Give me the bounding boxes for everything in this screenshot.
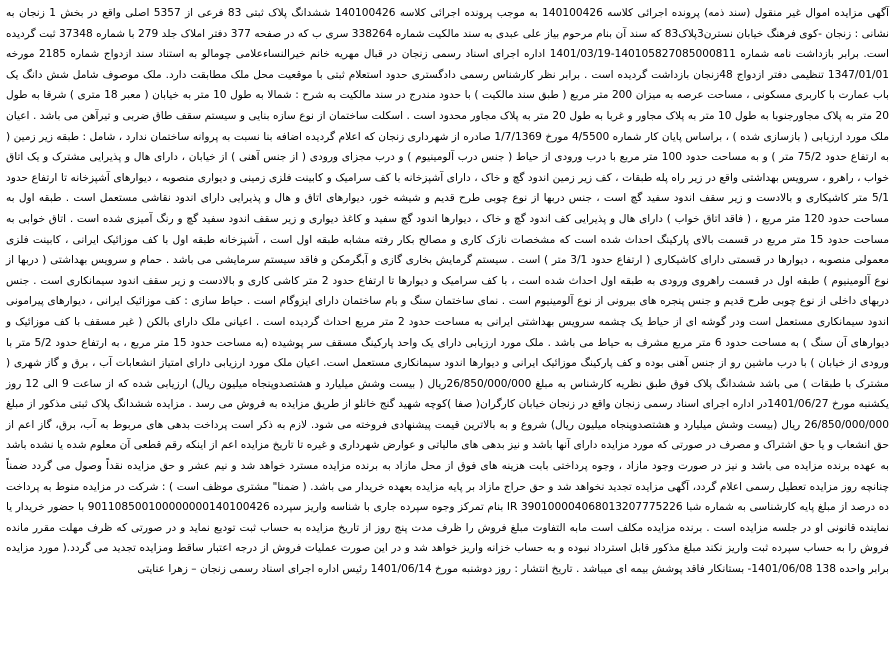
auction-notice-text: آگهی مزایده اموال غیر منقول (سند ذمه) پرونده اجرائی کلاسه 140100426 به موجب پرونده اجرائی کلاسه 140100426 ششدانگ پلاک ثبتی 83 فرعی از 5357 اصلی واقع در بخش 1 زنجان به نشانی : زنجان -کوی فرهنگ خیابان نسترن3پلاک83 که سند آن بنام مرحوم بیاز علی عبدی به سند مالکیت شماره 338264 سری ب که در صفحه 377 دفتر املاک جلد 279 با شماره 37348 ثبت گردیده است. برابر بازداشت نامه شماره 140105827085000811-1401/03/19 اداره اجرای اسناد رسمی زنجان در قبال مهریه خانم خیرالنساءعلامی چومالو به استناد سند ازدواج شماره 2185 مورخه 1347/01/01 تنظیمی دفتر ازدواج 48زنجان بازداشت گردیده است . برابر نظر کارشناس رسمی دادگستری حدود استعلام ثبتی با موقعیت محل ملک مطابقت دارد. ملک موصوف شامل شش دانگ یک باب عمارت با کاربری مسکونی ، مساحت عرصه به میزان 200 متر مربع ( طبق سند مالکیت ) با حدود مندرج در سند مالکیت به شرح : شمالا به طول 10 متر به خیابان ( معبر 18 متری ) شرقا به طول 20 متر به پلاک مجاورجنوبا به طول 10 متر به پلاک مجاور و غربا به طول 20 متر به پلاک مجاور محدود است . اسکلت ساختمان از نوع سازه بنایی و سیستم سقف طاق ضربی و تیرآهن می باشد . اعیان ملک مورد ارزیابی ( بازسازی شده ) ، براساس پایان کار شماره 4/5500 مورخ 1/7/1369 صادره از شهرداری زنجان که اعلام گردیده اضافه بنا نسبت به پروانه ساختمان ندارد ، شامل : طبقه زیر زمین ( به ارتفاع حدود 75/2 متر ) و به مساحت حدود 100 متر مربع با درب ورودی از حیاط ( جنس درب آلومینیوم ) و درب مجزای ورودی ( از جنس آهنی ) از خیابان ، دارای هال و پذیرایی مشترک و یک اتاق خواب ، راهرو ، سرویس بهداشتی واقع در زیر راه پله طبقات ، کف زیر زمین اندود گچ و خاک ، دارای آشپزخانه با کف سرامیک و کابینت فلزی زمینی و دیواری منصوبه ، دیوارهای آشپزخانه تا ارتفاع حدود 5/1 متر کاشیکاری و بالادست و زیر سقف اندود سفید گچ است ، جنس دربها از نوع چوبی طرح قدیم و شیشه خور، دیوارهای اتاق و هال و پذیرایی دارای اندود نقاشی مستعمل است . طبقه اول به مساحت حدود 120 متر مربع ، ( فاقد اتاق خواب ) دارای هال و پذیرایی کف اندود گچ و خاک ، دیوارها اندود گچ سفید و کاغذ دیواری و زیر سقف اندود سفید گچ و رنگ آمیزی شده است . اتاق خوابی به مساحت حدود 15 متر مربع در قسمت بالای پارکینگ احداث شده است که مشخصات نازک کاری و مصالح بکار رفته مشابه طبقه اول است ، آشپزخانه طبقه اول با کف موزائیک ایرانی ، کابینت فلزی معمولی منصوبه ، دیوارها در قسمتی دارای کاشیکاری ( ارتفاع حدود 3/1 متر ) است . سیستم گرمایش بخاری گازی و آبگرمکن و فاقد سیستم سرمایشی می باشد . حمام و سرویس بهداشتی ( دربها از نوع آلومینیوم ) طبقه اول در قسمت راهروی ورودی به طبقه اول احداث شده است ، با کف سرامیک و دیوارها تا ارتفاع حدود 2 متر کاشی کاری و بالادست و زیر سقف اندود سیمانکاری است . جنس دربهای داخلی از نوع چوبی طرح قدیم و جنس پنجره های بیرونی از نوع آلومینیوم است . نمای ساختمان سنگ و بام ساختمان دارای ایزوگام است . حیاط سازی : کف موزائیک ایرانی ، دیوارهای پیرامونی اندود سیمانکاری مستعمل است ودر گوشه ای از حیاط یک چشمه سرویس بهداشتی ایرانی به مساحت حدود 2 متر مربع احداث گردیده است . اعیانی ملک دارای بالکن ( غیر مسقف با کف موزائیک و دیوارهای آن سنگ ) به مساحت حدود 6 متر مربع مشرف به حیاط می باشد . ملک مورد ارزیابی دارای یک واحد پارکینگ مسقف سر پوشیده (به مساحت حدود 15 متر مربع ، به ارتفاع حدود 5/2 متر با ورودی از خیابان ) با درب ماشین رو از جنس آهنی بوده و کف پارکینگ موزائیک ایرانی و دیوارها اندود سیمانکاری مستعمل است. اعیان ملک مورد ارزیابی دارای امتیاز انشعابات آب ، برق و گاز شهری ( مشترک با طبقات ) می باشد ششدانگ پلاک فوق طبق نظریه کارشناس به مبلغ 26/850/000/000ریال ( بیست وشش میلیارد و هشتصدوپنجاه میلیون ریال) ارزیابی شده که از ساعت 9 الی 12 روز یکشنبه مورخ 1401/06/27در اداره اجرای اسناد رسمی زنجان واقع در زنجان خیابان کارگران( صفا )کوچه شهید گنج خانلو از طریق مزایده به فروش می رسد . مزایده ششدانگ پلاک ثبتی مذکور از مبلغ 26/850/000/000 ریال (بیست وشش میلیارد و هشتصدوپنجاه میلیون ریال) شروع و به بالاترین قیمت پیشنهادی فروخته می شود. لازم به ذکر است پرداخت بدهی های مربوط به آب، برق، گاز اعم از حق انشعاب و یا حق اشتراک و مصرف در صورتی که مورد مزایده دارای آنها باشد و نیز بدهی های مالیاتی و عوارض شهرداری و غیره تا تاریخ مزایده اعم از اینکه رقم قطعی آن معلوم شده یا نشده باشد به عهده برنده مزایده می باشد و نیز در صورت وجود مازاد ، وجوه پرداختی بابت هزینه های فوق از محل مازاد به برنده مزایده مسترد خواهد شد و نیم عشر و حق مزایده نقداً وصول می گردد ضمناً چنانچه روز مزایده تعطیل رسمی اعلام گردد، آگهی مزایده تجدید نخواهد شد و حق حراج مازاد بر پایه مزایده بعهده خریدار می باشد. ( ضمنا" مشتری موظف است ) : شرکت در مزایده منوط به پرداخت ده درصد از مبلغ پایه کارشناسی به شماره شبا IR 390100004068013207775226 بنام تمرکز وجوه سپرده جاری با شناسه واریز سپرده 901108500100000000140100426 با حضور خریدار یا نماینده قانونی او در جلسه مزایده است . برنده مزایده مکلف است مابه التفاوت مبلغ فروش را ظرف مدت پنج روز از تاریخ مزایده به حساب ثبت تودیع نماید و در صورتی که ظرف مهلت مقرر مانده فروش را به حساب سپرده ثبت واریز نکند مبلغ مذکور قابل استرداد نبوده و به حساب خزانه واریز خواهد شد و در این صورت عملیات فروش از درجه اعتبار ساقط ومزایده تجدید می گردد.( مورد مزایده برابر واحده 138 1401/06/08- بستانکار فاقد پوشش بیمه ای میباشد . تاریخ انتشار : روز دوشنبه مورخ 1401/06/14 رئیس اداره اجرای اسناد رسمی زنجان – زهرا عنایتی [6,7,890,576]
